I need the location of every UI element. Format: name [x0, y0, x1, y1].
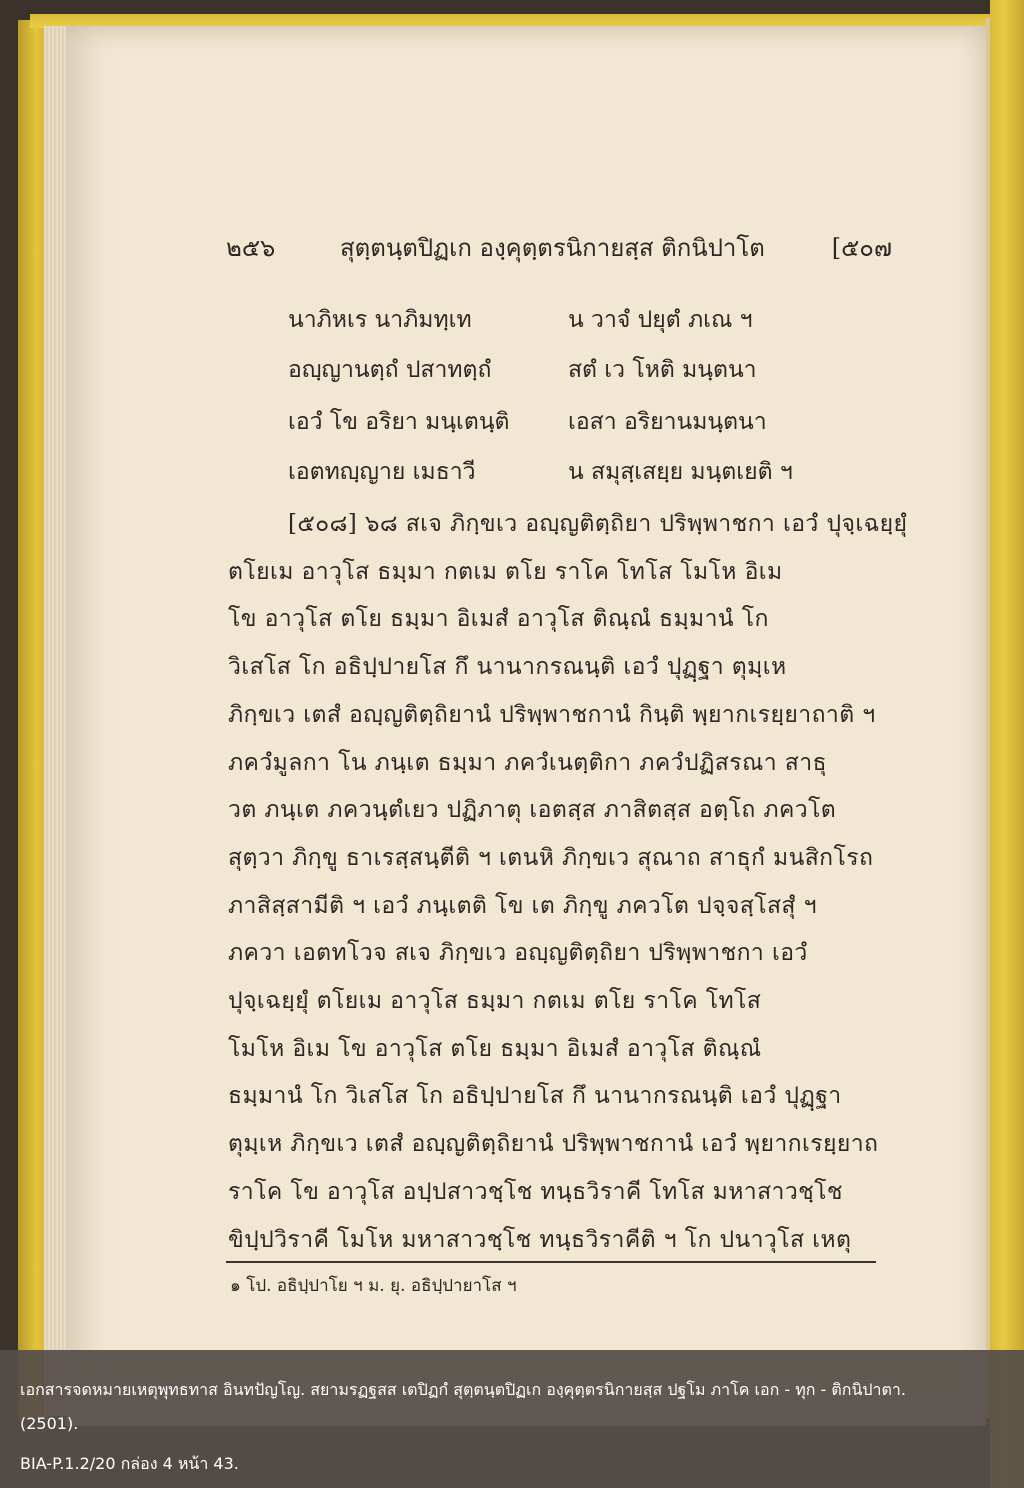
page-header: [226, 224, 892, 264]
body-line: [๕๐๘] ๖๘ สเจ ภิกฺขเว อญฺญติตฺถิยา ปริพฺพาชกา เอวํ ปุจฺเฉยฺยุํ: [288, 511, 908, 537]
caption-bar: [0, 1350, 1024, 1488]
caption-year: (2501).: [20, 1414, 79, 1433]
body-line: ภควา เอตทโวจ สเจ ภิกฺขเว อญฺญติตฺถิยา ปริพฺพาชกา เอวํ: [228, 940, 808, 966]
verse-left: เอวํ โข อริยา มนฺเตนฺติ: [288, 409, 510, 435]
footnote-rule: [226, 1261, 876, 1263]
body-line: วต ภนฺเต ภควนฺตํเยว ปฏิภาตุ เอตสฺส ภาสิตสฺส อตฺโถ ภควโต: [228, 797, 837, 823]
book-cover-right: [990, 0, 1024, 1488]
body-line: สุตฺวา ภิกฺขู ธาเรสฺสนฺตีติ ฯ เตนหิ ภิกฺขเว สุณาถ สาธุกํ มนสิกโรถ: [228, 845, 874, 871]
verse-right: เอสา อริยานมนฺตนา: [568, 409, 767, 435]
body-line: ตโยเม อาวุโส ธมฺมา กตเม ตโย ราโค โทโส โมโห อิเม: [228, 559, 783, 585]
verse-right: น วาจํ ปยุตํ ภเณ ฯ: [568, 307, 753, 333]
verse-left: อญฺญานตฺถํ ปสาทตฺถํ: [288, 357, 492, 383]
body-line: ธมฺมานํ โก วิเสโส โก อธิปฺปายโส กึ นานากรณนฺติ เอวํ ปุฏฺฐา: [228, 1083, 842, 1109]
verse-right: สตํ เว โหติ มนฺตนา: [568, 357, 757, 383]
caption-reference: BIA-P.1.2/20 กล่อง 4 หน้า 43.: [20, 1454, 239, 1473]
body-line: ขิปฺปวิราคี โมโห มหาสาวชฺโช ทนฺธวิราคีติ ฯ โก ปนาวุโส เหตุ: [228, 1227, 852, 1253]
verse-right: น สมุสฺเสยฺย มนฺตเยติ ฯ: [568, 459, 793, 485]
body-line: ภิกฺขเว เตสํ อญฺญติตฺถิยานํ ปริพฺพาชกานํ กินฺติ พฺยากเรยฺยาถาติ ฯ: [228, 702, 876, 728]
running-title: สุตฺตนฺตปิฏเก องฺคุตฺตรนิกายสฺส ติกนิปาโต: [340, 234, 765, 262]
body-line: ภาสิสฺสามีติ ฯ เอวํ ภนฺเตติ โข เต ภิกฺขู ภควโต ปจฺจสฺโสสุํ ฯ: [228, 893, 817, 919]
verse-left: นาภิหเร นาภิมทฺเท: [288, 307, 472, 333]
caption-title: เอกสารจดหมายเหตุพุทธทาส อินทปัญโญ. สยามรฏฐสส เตปิฏกํ สุตฺตนฺตปิฏเก องฺคุตฺตรนิกายสฺส ปฐโม ภาโค เอก - ทุก - ติกนิปาตา.: [20, 1380, 906, 1399]
verse-left: เอตทญฺญาย เมธาวี: [288, 459, 476, 485]
section-marker: [๕๐๗: [831, 234, 892, 262]
body-line: วิเสโส โก อธิปฺปายโส กึ นานากรณนฺติ เอวํ ปุฏฺฐา ตุมฺเห: [228, 654, 787, 680]
body-line: โมโห อิเม โข อาวุโส ตโย ธมฺมา อิเมสํ อาวุโส ติณฺณํ: [228, 1036, 762, 1062]
footnote: ๑ โป. อธิปฺปาโย ฯ ม. ยุ. อธิปฺปายาโส ฯ: [230, 1276, 517, 1296]
body-line: โข อาวุโส ตโย ธมฺมา อิเมสํ อาวุโส ติณฺณํ ธมฺมานํ โก: [228, 606, 769, 632]
page-number: ๒๕๖: [226, 234, 276, 262]
body-line: ปุจฺเฉยฺยุํ ตโยเม อาวุโส ธมฺมา กตเม ตโย ราโค โทโส: [228, 988, 762, 1014]
body-line: ราโค โข อาวุโส อปฺปสาวชฺโช ทนฺธวิราคี โทโส มหาสาวชฺโช: [228, 1179, 843, 1205]
body-line: ภควํมูลกา โน ภนฺเต ธมฺมา ภควํเนตฺติกา ภควํปฏิสรณา สาธุ: [228, 750, 827, 776]
body-line: ตุมฺเห ภิกฺขเว เตสํ อญฺญติตฺถิยานํ ปริพฺพาชกานํ เอวํ พฺยากเรยฺยาถ: [228, 1131, 879, 1157]
